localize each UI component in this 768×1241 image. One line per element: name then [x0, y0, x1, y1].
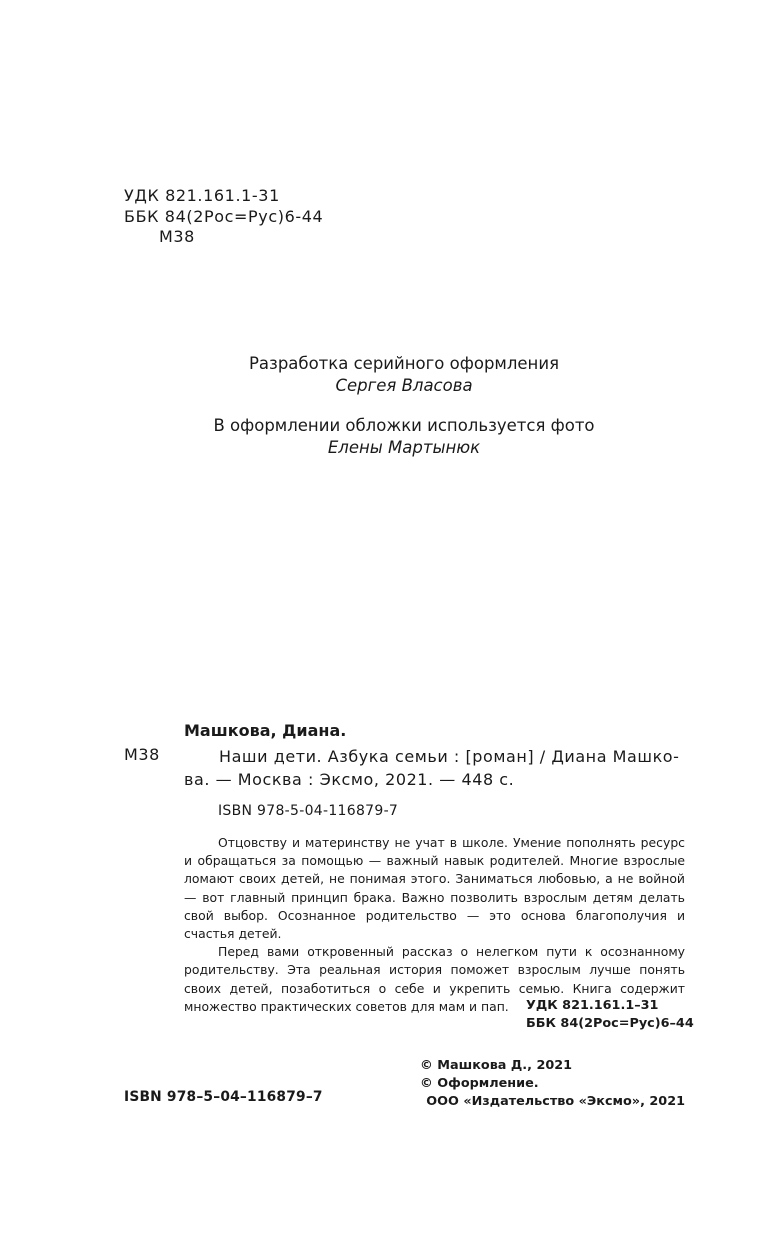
bottom-bbk: ББК 84(2Рос=Рус)6–44: [526, 1016, 694, 1031]
classification-block: [124, 186, 323, 248]
udk-code: УДК 821.161.1-31: [124, 186, 280, 205]
author-mark: М38: [159, 227, 195, 246]
bottom-codes: [526, 997, 694, 1033]
bottom-udk: УДК 821.161.1–31: [526, 998, 659, 1013]
bib-line-2: ва. — Москва : Эксмо, 2021. — 448 с.: [184, 770, 515, 789]
bib-author: Машкова, Диана.: [184, 721, 347, 740]
annotation-paragraph-2: Перед вами откровенный рассказ о нелегком пути к осознанному родительству. Эта реальная история поможет взрослым лучше понять своих детей, позаботиться о себе и укрепить семью. Книга содержит множество практических советов для мам и пап.: [184, 944, 685, 1014]
copyright-author: © Машкова Д., 2021: [420, 1058, 573, 1073]
bbk-code: ББК 84(2Рос=Рус)6-44: [124, 206, 324, 226]
bib-author-mark: М38: [124, 745, 160, 764]
isbn-bottom: ISBN 978–5–04–116879–7: [124, 1089, 323, 1105]
annotation-paragraph-1: Отцовству и материнству не учат в школе. Умение пополнять ресурс и обращаться за помощью — важный навык родителей. Многие взрослые ломают своих детей, не понимая этого. Заниматься любовью, а не войной — вот главный принцип брака. Важно позволить взрослым детям делать свой выбор. Осознанное родительство — это основа благополучия и счастья детей.: [184, 835, 685, 942]
bib-isbn: ISBN 978-5-04-116879-7: [218, 803, 399, 819]
cover-photo-label: В оформлении обложки используется фото: [213, 416, 595, 435]
copyright-block: [420, 1057, 685, 1111]
cover-photo-name: Елены Мартынюк: [327, 438, 481, 457]
annotation: [184, 834, 685, 1016]
copyright-design: © Оформление.: [420, 1076, 539, 1091]
series-design-credit: [0, 353, 768, 397]
series-design-label: Разработка серийного оформления: [248, 354, 559, 373]
bib-line-1: Наши дети. Азбука семьи : [роман] / Диана Машко-: [219, 747, 680, 766]
bib-description: [184, 745, 685, 791]
series-design-name: Сергея Власова: [335, 376, 473, 395]
copyright-publisher: ООО «Издательство «Эксмо», 2021: [426, 1094, 685, 1109]
cover-photo-credit: [0, 415, 768, 459]
